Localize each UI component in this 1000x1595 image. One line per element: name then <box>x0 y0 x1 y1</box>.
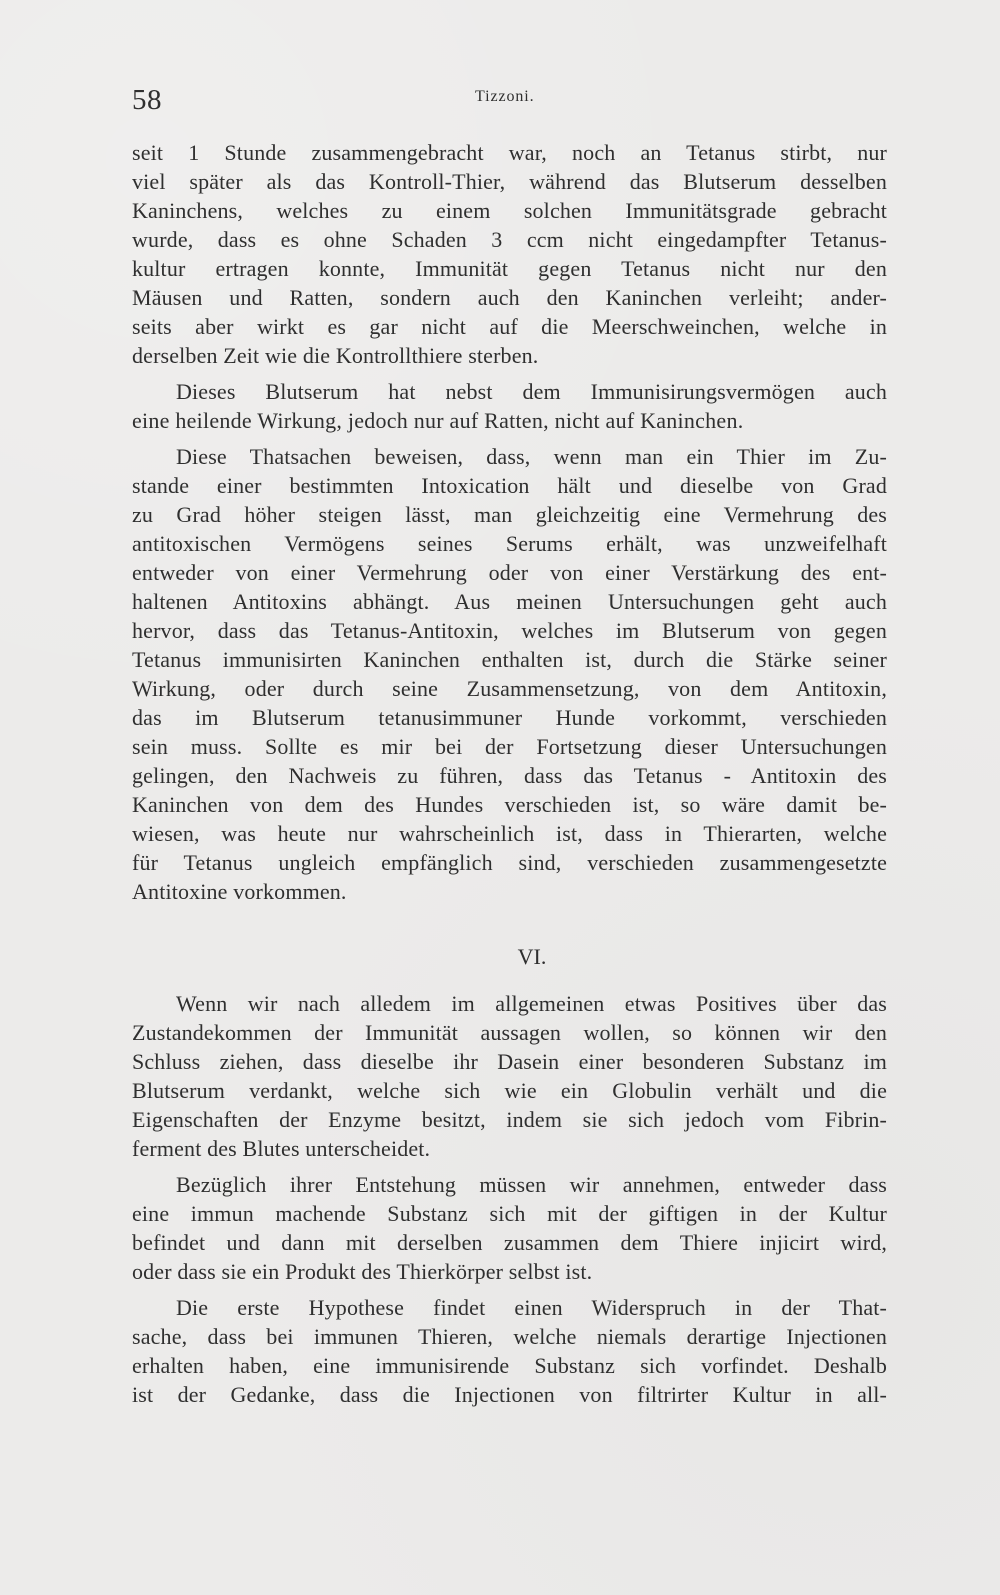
section-spacing <box>132 973 887 989</box>
text-line: oder dass sie ein Produkt des Thierkörper selbst ist. <box>132 1259 593 1284</box>
paragraph <box>132 1293 887 1409</box>
text-line: sache, dass bei immunen Thieren, welche niemals derartige Injectionen <box>132 1324 887 1349</box>
paragraph-gap <box>132 1286 887 1293</box>
page-number: 58 <box>132 84 162 116</box>
text-line: seit 1 Stunde zusammengebracht war, noch an Tetanus stirbt, nur <box>132 140 887 165</box>
text-line: Zustandekommen der Immunität aussagen wollen, so können wir den <box>132 1020 887 1045</box>
text-line: hervor, dass das Tetanus-Antitoxin, welches im Blutserum von gegen <box>132 618 887 643</box>
text-line: haltenen Antitoxins abhängt. Aus meinen Untersuchungen geht auch <box>132 589 887 614</box>
text-line: Schluss ziehen, dass dieselbe ihr Dasein einer besonderen Substanz im <box>132 1049 887 1074</box>
running-head: Tizzoni. <box>475 88 535 105</box>
text-line: Diese Thatsachen beweisen, dass, wenn man ein Thier im Zu- <box>176 444 887 469</box>
text-line: Eigenschaften der Enzyme besitzt, indem sie sich jedoch vom Fibrin- <box>132 1107 887 1132</box>
paragraph-gap <box>132 1163 887 1170</box>
text-line: seits aber wirkt es gar nicht auf die Meerschweinchen, welche in <box>132 314 887 339</box>
text-line: derselben Zeit wie die Kontrollthiere sterben. <box>132 343 539 368</box>
text-line: Wirkung, oder durch seine Zusammensetzung, von dem Antitoxin, <box>132 676 887 701</box>
text-line: erhalten haben, eine immunisirende Substanz sich vorfindet. Deshalb <box>132 1353 887 1378</box>
text-line: kultur ertragen konnte, Immunität gegen Tetanus nicht nur den <box>132 256 887 281</box>
paragraph <box>132 989 887 1163</box>
text-line: eine heilende Wirkung, jedoch nur auf Ratten, nicht auf Kaninchen. <box>132 408 744 433</box>
text-line: ferment des Blutes unterscheidet. <box>132 1136 431 1161</box>
text-line: Antitoxine vorkommen. <box>132 879 347 904</box>
paragraph <box>132 138 887 370</box>
text-line: Kaninchen von dem des Hundes verschieden ist, so wäre damit be- <box>132 792 887 817</box>
text-line: wurde, dass es ohne Schaden 3 ccm nicht eingedampfter Tetanus- <box>132 227 887 252</box>
paragraph-gap <box>132 370 887 377</box>
text-line: Bezüglich ihrer Entstehung müssen wir annehmen, entweder dass <box>176 1172 887 1197</box>
section-heading: VI. <box>517 944 547 969</box>
text-line: Kaninchens, welches zu einem solchen Immunitätsgrade gebracht <box>132 198 887 223</box>
text-line: Mäusen und Ratten, sondern auch den Kaninchen verleiht; ander- <box>132 285 887 310</box>
paragraph <box>132 442 887 906</box>
text-line: zu Grad höher steigen lässt, man gleichzeitig eine Vermehrung des <box>132 502 887 527</box>
text-line: Dieses Blutserum hat nebst dem Immunisirungsvermögen auch <box>176 379 887 404</box>
text-line: Tetanus immunisirten Kaninchen enthalten ist, durch die Stärke seiner <box>132 647 887 672</box>
text-line: für Tetanus ungleich empfänglich sind, verschieden zusammengesetzte <box>132 850 887 875</box>
text-line: wiesen, was heute nur wahrscheinlich ist, dass in Thierarten, welche <box>132 821 887 846</box>
text-line: gelingen, den Nachweis zu führen, dass das Tetanus - Antitoxin des <box>132 763 887 788</box>
text-line: viel später als das Kontroll-Thier, während das Blutserum desselben <box>132 169 887 194</box>
text-line: eine immun machende Substanz sich mit der giftigen in der Kultur <box>132 1201 887 1226</box>
text-line: Blutserum verdankt, welche sich wie ein Globulin verhält und die <box>132 1078 887 1103</box>
body-text <box>132 138 887 1409</box>
paragraph <box>132 377 887 435</box>
text-line: antitoxischen Vermögens seines Serums erhält, was unzweifelhaft <box>132 531 887 556</box>
text-line: entweder von einer Vermehrung oder von einer Verstärkung des ent- <box>132 560 887 585</box>
paragraph-gap <box>132 435 887 442</box>
text-line: sein muss. Sollte es mir bei der Fortsetzung dieser Untersuchungen <box>132 734 887 759</box>
paragraph <box>132 1170 887 1286</box>
section-spacing <box>132 906 887 941</box>
text-line: stande einer bestimmten Intoxication hält und dieselbe von Grad <box>132 473 887 498</box>
text-line: Wenn wir nach alledem im allgemeinen etwas Positives über das <box>176 991 887 1016</box>
text-line: ist der Gedanke, dass die Injectionen von filtrirter Kultur in all- <box>132 1382 887 1407</box>
text-line: befindet und dann mit derselben zusammen dem Thiere injicirt wird, <box>132 1230 887 1255</box>
text-line: Die erste Hypothese findet einen Widerspruch in der That- <box>176 1295 887 1320</box>
text-line: das im Blutserum tetanusimmuner Hunde vorkommt, verschieden <box>132 705 887 730</box>
page-header <box>132 82 887 122</box>
